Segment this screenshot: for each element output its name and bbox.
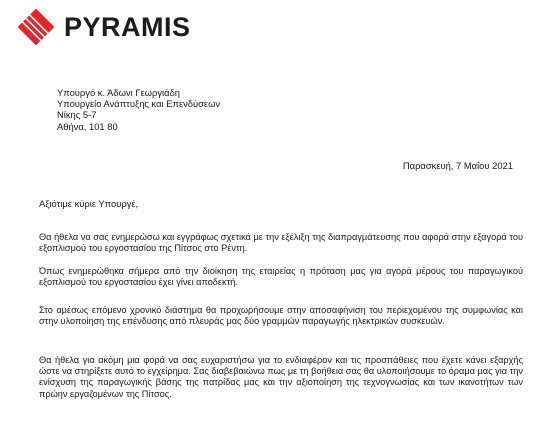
recipient-line-city: Αθήνα, 101 80 (57, 120, 118, 132)
recipient-address (57, 87, 220, 132)
letter-date: Παρασκευή, 7 Μαΐου 2021 (402, 160, 513, 171)
recipient-line-street: Νίκης 5-7 (57, 109, 97, 121)
body-paragraph-3: Στο αμέσως επόμενο χρονικό διάστημα θα προχωρήσουμε στην αποσαφήνιση του περιεχομένου της συμφωνίας και στην υλοποίηση της επένδυσης από πλευράς μας δύο γραμμών παραγωγής ηλεκτρικών συσκευών. (39, 305, 523, 327)
body-paragraph-4: Θα ήθελα για ακόμη μια φορά να σας ευχαριστήσω για το ενδιαφέρον και τις προσπάθειες που έχετε κάνει εξαρχής ώστε να στηρίξετε αυτό το εγχείρημα. Σας διαβεβαιώνω πως με τη βοήθεια σας θα υλοποιήσουμε το όραμα μας για την ενίσχυση της παραγωγικής βάσης της πατρίδας μας και την αξιοποίηση της τεχνογνωσίας και των ικανοτήτων των πρώην εργαζομένων της Πίτσος. (39, 355, 523, 399)
recipient-line-ministry: Υπουργείο Ανάπτυξης και Επενδύσεων (57, 98, 221, 110)
brand-name: PYRAMIS (64, 11, 191, 42)
pyramis-logo (14, 6, 191, 48)
body-paragraph-2: Όπως ενημερώθηκα σήμερα από την διοίκηση της εταιρείας η πρόταση μας για αγορά μέρους του παραγωγικού εξοπλισμού του εργοστασίου έχει γίνει αποδεκτή. (39, 266, 523, 288)
salutation: Αξιότιμε κύριε Υπουργέ, (39, 198, 139, 209)
recipient-line-name: Υπουργό κ. Άδωνι Γεωργιάδη (57, 87, 180, 98)
body-paragraph-1: Θα ήθελα να σας ενημερώσω και εγγράφως σχετικά με την εξέλιξη της διαπραγμάτευσης που αφορά στην εξαγορά του εξοπλισμού του εργοστασίου της Πίτσος στο Ρέντη. (39, 232, 523, 254)
pyramis-diamond-icon (14, 5, 58, 49)
